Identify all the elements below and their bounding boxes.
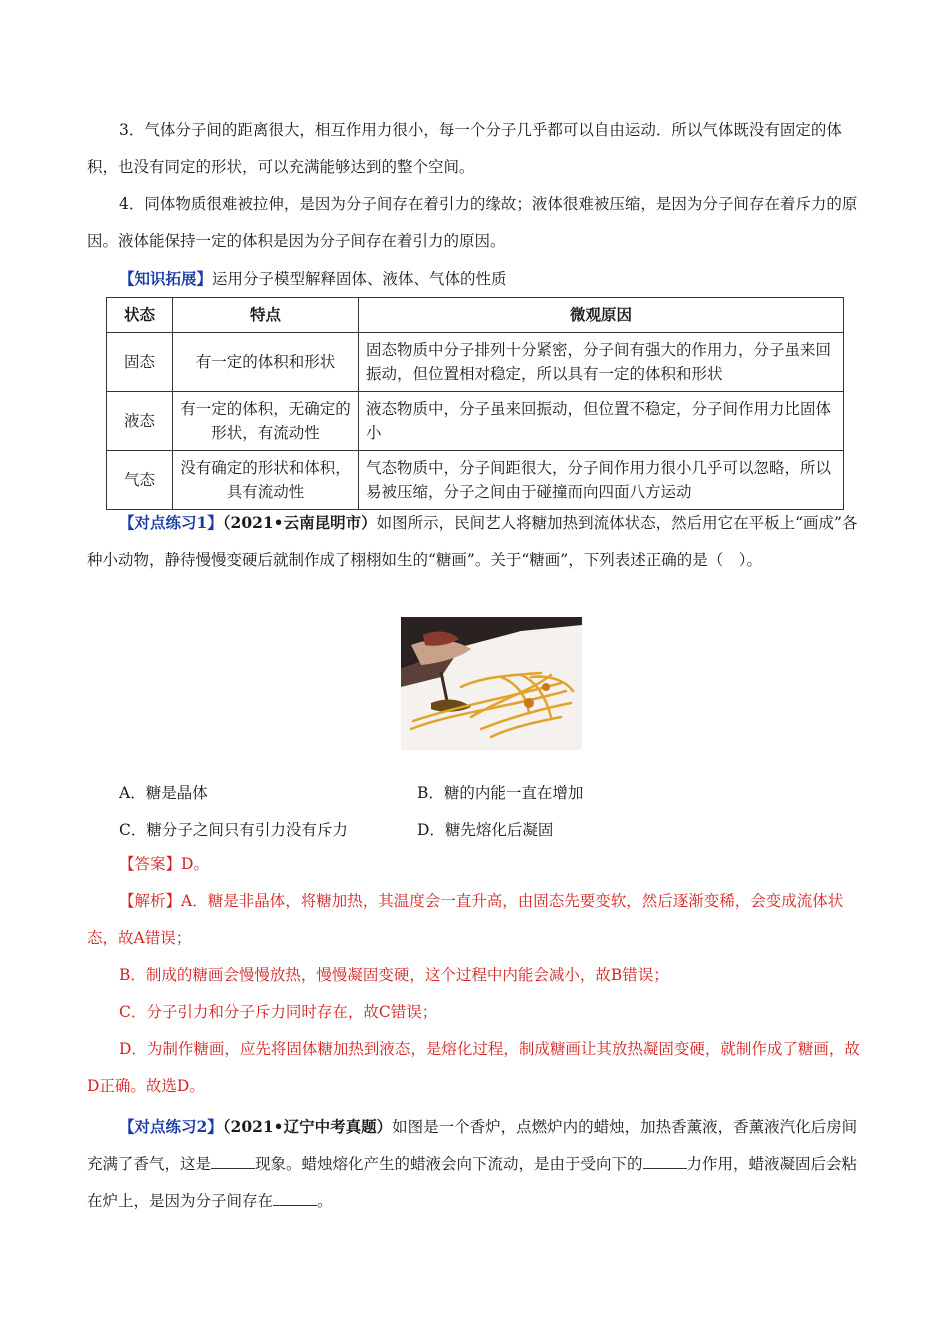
table-row — [107, 333, 844, 392]
cell-reason: 气态物质中，分子间距很大，分子间作用力很小几乎可以忽略，所以易被压缩，分子之间由于碰撞而向四面八方运动 — [359, 451, 844, 510]
knowledge-text: 运用分子模型解释固体、液体、气体的性质 — [212, 270, 507, 288]
header-state: 状态 — [107, 298, 173, 333]
cell-feature: 没有确定的形状和体积，具有流动性 — [173, 451, 359, 510]
analysis-a — [87, 883, 867, 957]
option-a: A．糖是晶体 — [119, 784, 208, 802]
exercise-2-question — [87, 1108, 867, 1220]
cell-reason: 固态物质中分子排列十分紧密，分子间有强大的作用力，分子虽来回振动，但位置相对稳定，所以具有一定的体积和形状 — [359, 333, 844, 392]
analysis-a-text: A．糖是非晶体，将糖加热，其温度会一直升高，由固态先要变软，然后逐渐变稀，会变成流体状态，故A错误； — [87, 892, 844, 947]
option-d: D．糖先熔化后凝固 — [417, 821, 554, 839]
knowledge-tag: 【知识拓展】 — [119, 269, 213, 288]
analysis-tag: 【解析】 — [119, 892, 182, 910]
header-feature: 特点 — [173, 298, 359, 333]
answer-text: D。 — [181, 855, 209, 873]
table-row — [107, 392, 844, 451]
cell-reason: 液态物质中，分子虽来回振动，但位置不稳定，分子间作用力比固体小 — [359, 392, 844, 451]
exercise-1-tag: 【对点练习1】 — [119, 513, 223, 532]
exercise-1-text: 如图所示，民间艺人将糖加热到流体状态，然后用它在平板上“画成”各种小动物，静待慢慢变硬后就制作成了栩栩如生的“糖画”。关于“糖画”，下列表述正确的是（ ）。 — [87, 514, 858, 569]
exercise-1-answer — [87, 846, 867, 883]
analysis-d: D．为制作糖画，应先将固体糖加热到液态，是熔化过程，制成糖画让其放热凝固变硬，就制作成了糖画，故D正确。故选D。 — [87, 1040, 860, 1095]
table-header-row — [107, 298, 844, 333]
analysis-c: C．分子引力和分子斥力同时存在，故C错误； — [119, 1003, 438, 1021]
cell-state: 固态 — [107, 333, 173, 392]
exercise-2-text-2: 现象。蜡烛熔化产生的蜡液会向下流动，是由于受向下的 — [255, 1155, 643, 1173]
exercise-1-source: （2021•云南昆明市） — [222, 513, 377, 532]
cell-feature: 有一定的体积，无确定的形状，有流动性 — [173, 392, 359, 451]
exercise-2-text-4: 。 — [317, 1192, 333, 1210]
answer-blank[interactable] — [643, 1154, 687, 1169]
exercise-2-text-3: 力作用，蜡液凝固后会粘在炉上，是因为分子间存在 — [87, 1155, 858, 1210]
cell-state: 气态 — [107, 451, 173, 510]
exercise-2-source: （2021•辽宁中考真题） — [222, 1117, 393, 1136]
answer-blank[interactable] — [211, 1154, 255, 1169]
sugar-painting-image — [401, 617, 582, 750]
answer-tag: 【答案】 — [119, 855, 182, 873]
cell-state: 液态 — [107, 392, 173, 451]
exercise-1-question — [87, 504, 867, 579]
exercise-2-text-1: 如图是一个香炉，点燃炉内的蜡烛，加热香薰液，香薰液汽化后房间充满了香气，这是 — [87, 1118, 858, 1173]
paragraph-4: 4．同体物质很难被拉伸，是因为分子间存在着引力的缘故；液体很难被压缩，是因为分子间存在着斥力的原因。液体能保持一定的体积是因为分子间存在着引力的原因。 — [87, 195, 858, 250]
option-c: C．糖分子之间只有引力没有斥力 — [119, 821, 348, 839]
cell-feature: 有一定的体积和形状 — [173, 333, 359, 392]
exercise-2-tag: 【对点练习2】 — [119, 1117, 223, 1136]
answer-blank[interactable] — [273, 1191, 317, 1206]
paragraph-3: 3．气体分子间的距离很大，相互作用力很小，每一个分子几乎都可以自由运动．所以气体既没有固定的体积，也没有同定的形状，可以充满能够达到的整个空间。 — [87, 121, 842, 176]
table-row — [107, 451, 844, 510]
analysis-b: B．制成的糖画会慢慢放热，慢慢凝固变硬，这个过程中内能会减小，故B错误； — [119, 966, 669, 984]
states-table — [106, 297, 844, 510]
header-reason: 微观原因 — [359, 298, 844, 333]
knowledge-extension — [87, 260, 867, 298]
option-b: B．糖的内能一直在增加 — [417, 784, 584, 802]
